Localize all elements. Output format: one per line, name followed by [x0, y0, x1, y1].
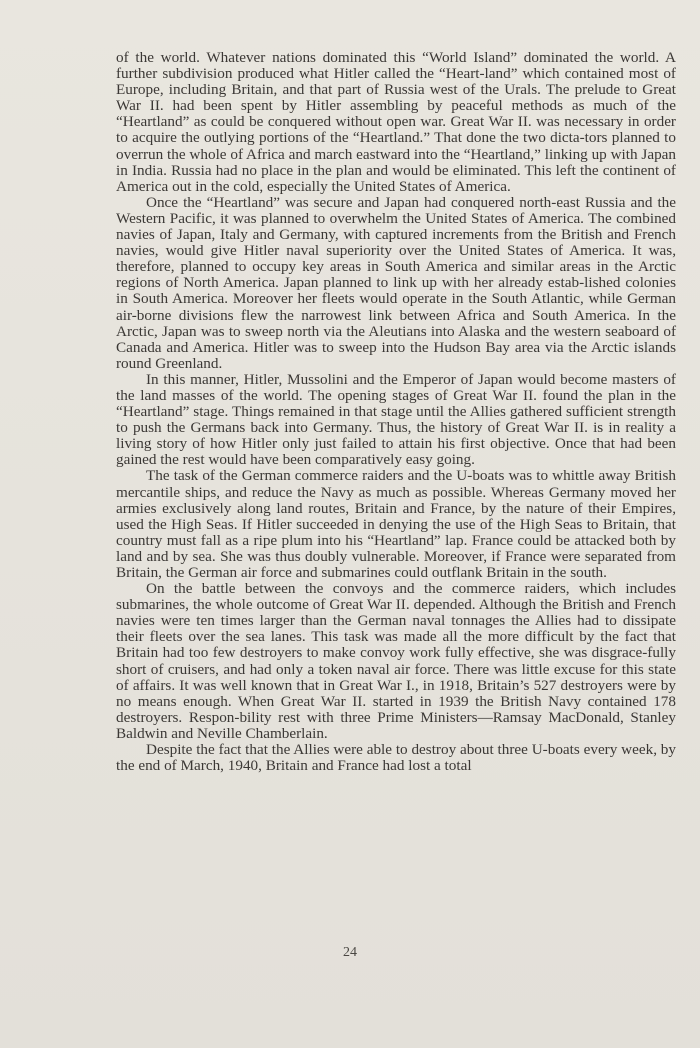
paragraph-3: In this manner, Hitler, Mussolini and the Emperor of Japan would become masters of the land masses of the world. The opening stages of Great War II. found the plan in the “Heartland” stage. Things remained in that stage until the Allies gathered sufficient strength to push the Germans back into Germany. Thus, the history of Great War II. is in reality a living story of how Hitler only just failed to attain his first objective. Once that had been gained the rest would have been comparatively easy going.: [116, 370, 676, 469]
paragraph-6: Despite the fact that the Allies were able to destroy about three U-boats every week, by the end of March, 1940, Britain and France had lost a total: [116, 741, 676, 775]
paragraph-5: On the battle between the convoys and the commerce raiders, which includes submarines, the whole outcome of Great War II. depended. Although the British and French navies were ten times larger than the German naval tonnages the Allies had to dissipate their fleets over the sea lanes. This task was made all the more difficult by the fact that Britain had too few destroyers to make convoy work fully effective, she was disgrace-fully short of cruisers, and had only a token naval air force. There was little excuse for this state of affairs. It was well known that in Great War I., in 1918, Britain’s 527 destroyers were by no means enough. When Great War II. started in 1939 the British Navy contained 178 destroyers. Respon-bility rest with three Prime Ministers—Ramsay MacDonald, Stanley Baldwin and Neville Chamberlain.: [116, 580, 676, 742]
body-text: [116, 50, 676, 774]
paragraph-4: The task of the German commerce raiders and the U-boats was to whittle away British mercantile ships, and reduce the Navy as much as possible. Whereas Germany moved her armies exclusively along land routes, Britain and France, by the nature of their Empires, used the High Seas. If Hitler succeeded in denying the use of the High Seas to Britain, that country must fall as a ripe plum into his “Heartland” lap. France could be attacked both by land and by sea. She was thus doubly vulnerable. Moreover, if France were separated from Britain, the German air force and submarines could outflank Britain in the south.: [116, 467, 676, 581]
page-number: 24: [343, 945, 357, 960]
paragraph-2: Once the “Heartland” was secure and Japan had conquered north-east Russia and the Western Pacific, it was planned to overwhelm the United States of America. The combined navies of Japan, Italy and Germany, with captured increments from the British and French navies, would give Hitler naval superiority over the United States of America. It was, therefore, planned to occupy key areas in South America and similar areas in the Arctic regions of North America. Japan planned to link up with her already estab-lished colonies in South America. Moreover her fleets would operate in the South Atlantic, while German air-borne divisions flew the narrowest link between Africa and South America. In the Arctic, Japan was to sweep north via the Aleutians into Alaska and the western seaboard of Canada and America. Hitler was to sweep into the Hudson Bay area via the Arctic islands round Greenland.: [116, 193, 676, 372]
paragraph-1: of the world. Whatever nations dominated this “World Island” dominated the world. A further subdivision produced what Hitler called the “Heart-land” which contained most of Europe, including Britain, and that part of Russia west of the Urals. The prelude to Great War II. had been spent by Hitler assembling by peaceful methods as much of the “Heartland” as could be conquered without open war. Great War II. was necessary in order to acquire the outlying portions of the “Heartland.” That done the two dicta-tors planned to overrun the whole of Africa and march eastward into the “Heartland,” linking up with Japan in India. Russia had no place in the plan and would be eliminated. This left the continent of America out in the cold, especially the United States of America.: [116, 49, 676, 195]
